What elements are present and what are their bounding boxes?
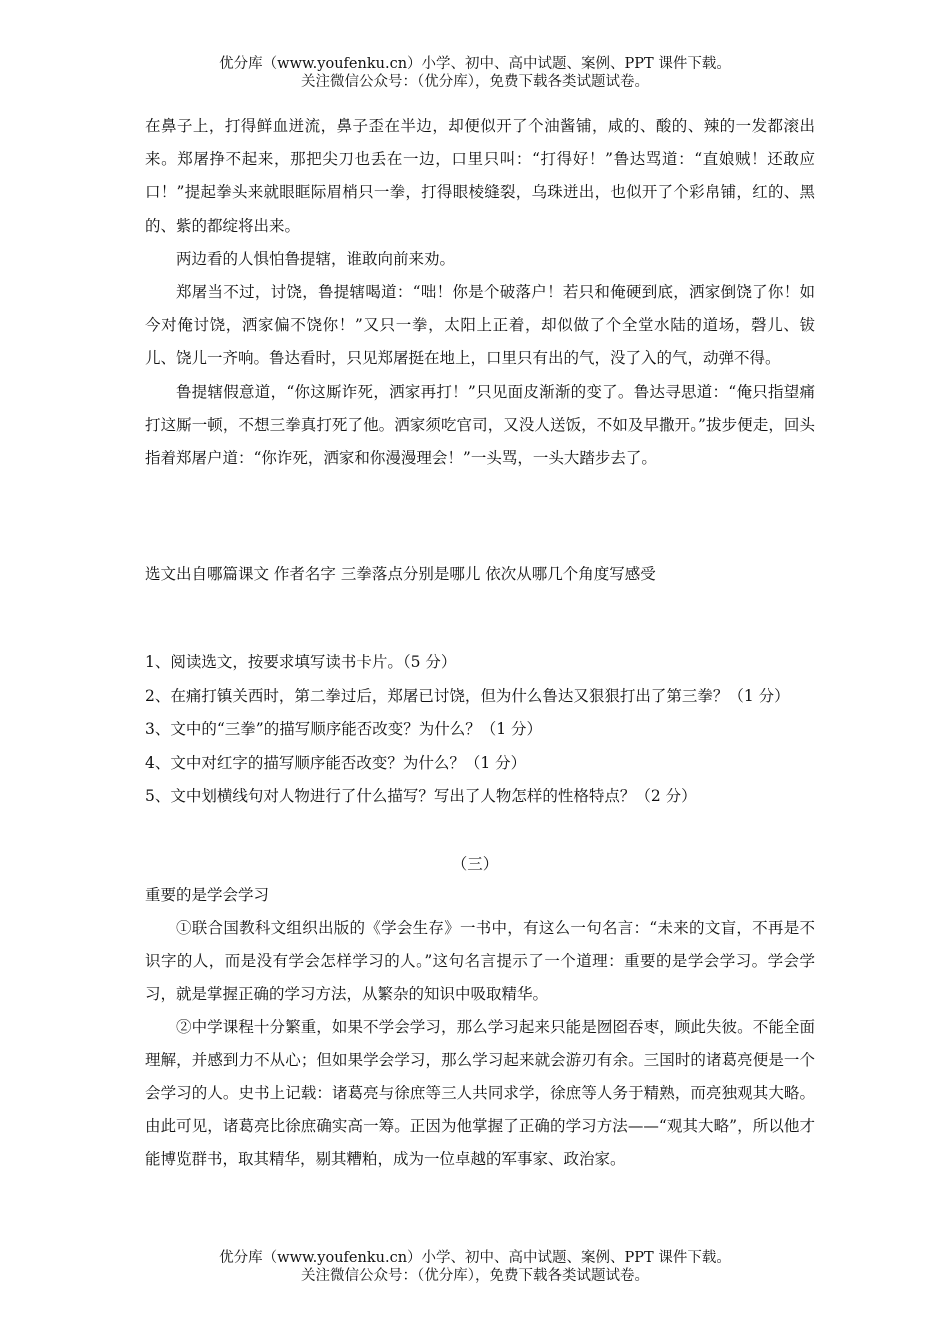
passage-paragraph: 郑屠当不过，讨饶，鲁提辖喝道：“咄！你是个破落户！若只和俺硬到底，洒家倒饶了你！如今对俺讨饶，洒家偏不饶你！”又只一拳，太阳上正着，却似做了个全堂水陆的道场，磬儿、钹儿、饶儿一齐响。鲁达看时，只见郑屠挺在地上，口里只有出的气，没了入的气，动弹不得。 xyxy=(145,283,815,368)
section-label: （三） xyxy=(451,855,499,873)
page-footer xyxy=(0,1249,950,1285)
reading-passage xyxy=(145,110,815,475)
passage-paragraph: 鲁提辖假意道，“你这厮诈死，洒家再打！”只见面皮渐渐的变了。鲁达寻思道：“俺只指望痛打这厮一顿，不想三拳真打死了他。洒家须吃官司，又没人送饭，不如及早撒开。”拔步便走，回头指着郑屠户道：“你诈死，洒家和你漫漫理会！”一头骂，一头大踏步去了。 xyxy=(145,382,815,468)
footer-line-1: 优分库（www.youfenku.cn）小学、初中、高中试题、案例、PPT 课件下载。 xyxy=(219,1250,731,1266)
passage-paragraph: 在鼻子上，打得鲜血迸流，鼻子歪在半边，却便似开了个油酱铺，咸的、酸的、辣的一发都滚出来。郑屠挣不起来，那把尖刀也丢在一边，口里只叫：“打得好！”鲁达骂道：“直娘贼！还敢应口！”提起拳头来就眼眶际眉梢只一拳，打得眼棱缝裂，乌珠迸出，也似开了个彩帛铺，红的、黑的、紫的都绽将出来。 xyxy=(145,117,815,235)
question-item: 2、在痛打镇关西时，第二拳过后，郑屠已讨饶，但为什么鲁达又狠狠打出了第三拳？（1 分） xyxy=(145,686,790,705)
question-list xyxy=(145,646,815,814)
header-line-1: 优分库（www.youfenku.cn）小学、初中、高中试题、案例、PPT 课件下载。 xyxy=(219,56,731,72)
question-item: 5、文中划横线句对人物进行了什么描写？写出了人物怎样的性格特点？（2 分） xyxy=(145,787,697,806)
article xyxy=(145,879,815,1176)
footer-line-2: 关注微信公众号：（优分库），免费下载各类试题试卷。 xyxy=(301,1268,649,1284)
header-line-2: 关注微信公众号：（优分库），免费下载各类试题试卷。 xyxy=(301,74,649,90)
passage-paragraph: 两边看的人惧怕鲁提辖，谁敢向前来劝。 xyxy=(176,249,456,268)
question-item: 1、阅读选文，按要求填写读书卡片。（5 分） xyxy=(145,653,457,671)
article-title: 重要的是学会学习 xyxy=(145,886,270,904)
article-paragraph: ①联合国教科文组织出版的《学会生存》一书中，有这么一句名言：“未来的文盲，不再是不识字的人，而是没有学会怎样学习的人。”这句名言提示了一个道理：重要的是学会学习。学会学习，就是掌握正确的学习方法，从繁杂的知识中吸取精华。 xyxy=(145,919,815,1003)
prompt-line: 选文出自哪篇课文 作者名字 三拳落点分别是哪儿 依次从哪几个角度写感受 xyxy=(145,565,656,583)
question-item: 4、文中对红字的描写顺序能否改变？为什么？（1 分） xyxy=(145,753,527,772)
page-header xyxy=(0,55,950,91)
question-item: 3、文中的“三拳”的描写顺序能否改变？为什么？（1 分） xyxy=(145,720,543,739)
article-paragraph: ②中学课程十分繁重，如果不学会学习，那么学习起来只能是囫囵吞枣，顾此失彼。不能全面理解，并感到力不从心；但如果学会学习，那么学习起来就会游刃有余。三国时的诸葛亮便是一个会学习的人。史书上记载：诸葛亮与徐庶等三人共同求学，徐庶等人务于精熟，而亮独观其大略。由此可见，诸葛亮比徐庶确实高一筹。正因为他掌握了正确的学习方法——“观其大略”，所以他才能博览群书，取其精华，剔其糟粕，成为一位卓越的军事家、政治家。 xyxy=(145,1018,815,1168)
